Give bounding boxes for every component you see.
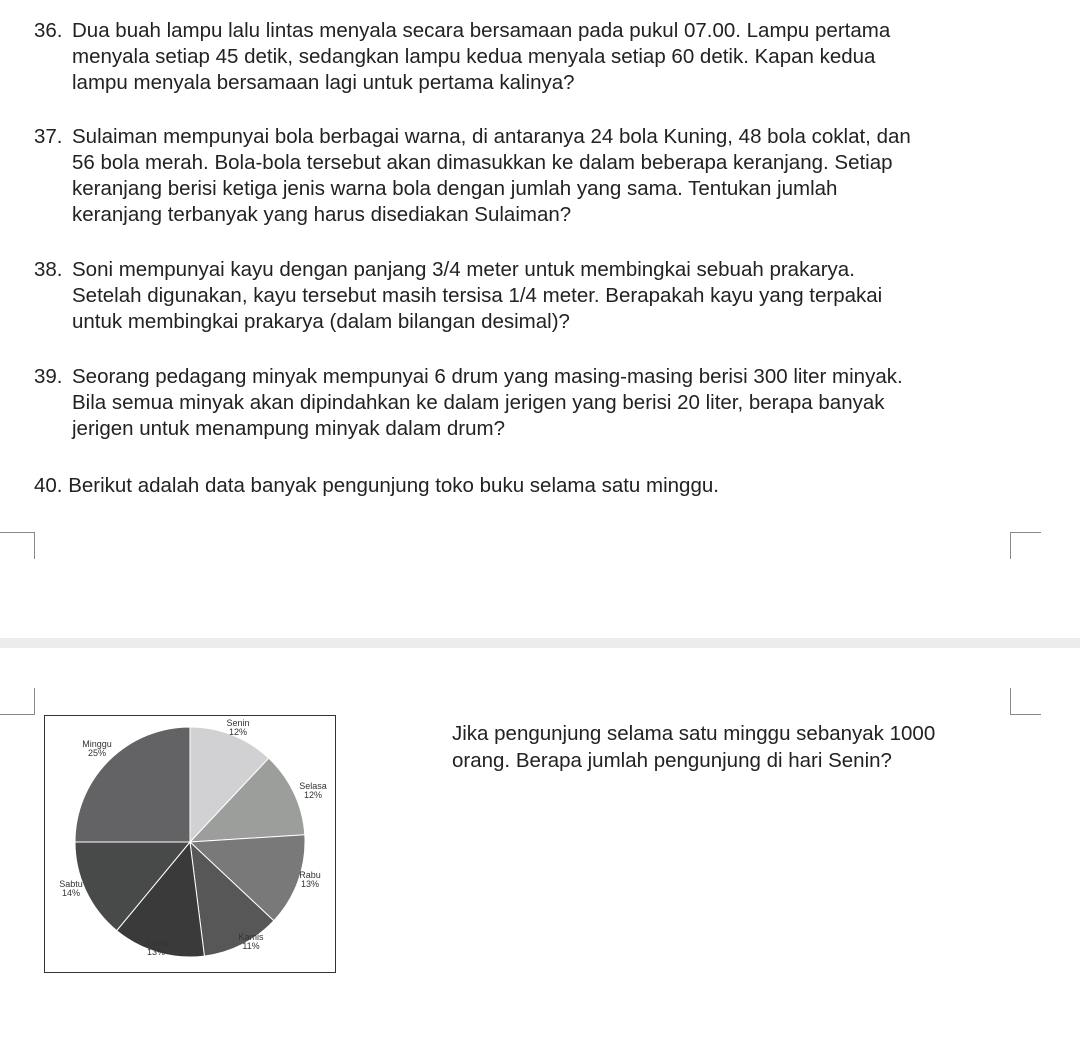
question-number: 38. <box>34 258 63 281</box>
question-text: Seorang pedagang minyak mempunyai 6 drum yang masing-masing berisi 300 liter minyak. <box>72 365 903 388</box>
slice-percent-label: 13% <box>146 947 166 957</box>
question-38 <box>34 257 1012 335</box>
question-40 <box>34 473 719 499</box>
question-37 <box>34 124 1012 228</box>
question-text: untuk membingkai prakarya (dalam bilangan desimal)? <box>72 310 570 333</box>
question-text: lampu menyala bersamaan lagi untuk pertama kalinya? <box>72 71 575 94</box>
page-corner-mark <box>0 688 35 715</box>
slice-percent-label: 14% <box>61 888 81 898</box>
question-40-prompt <box>452 720 1012 774</box>
question-text: Bila semua minyak akan dipindahkan ke dalam jerigen yang berisi 20 liter, berapa banyak <box>72 391 885 414</box>
question-number: 37. <box>34 125 63 148</box>
question-number: 36. <box>34 19 63 42</box>
page-corner-mark <box>1010 688 1041 715</box>
pie-chart-frame <box>44 715 336 973</box>
question-text: Berikut adalah data banyak pengunjung toko buku selama satu minggu. <box>68 474 719 497</box>
question-text: keranjang terbanyak yang harus disediakan Sulaiman? <box>72 203 572 226</box>
question-line <box>34 150 1012 176</box>
question-line <box>34 364 1012 390</box>
slice-label: Jumat <box>143 938 169 948</box>
question-text: jerigen untuk menampung minyak dalam drum? <box>72 417 506 440</box>
question-line <box>34 18 1012 44</box>
question-line <box>34 309 1012 335</box>
slice-label: Minggu <box>82 739 112 749</box>
slice-label: Sabtu <box>59 879 83 889</box>
question-line <box>34 44 1012 70</box>
question-line <box>34 176 1012 202</box>
question-line <box>34 202 1012 228</box>
slice-percent-label: 25% <box>87 748 107 758</box>
page-corner-mark <box>1010 532 1041 559</box>
question-text: menyala setiap 45 detik, sedangkan lampu kedua menyala setiap 60 detik. Kapan kedua <box>72 45 876 68</box>
question-line <box>34 124 1012 150</box>
question-line <box>34 283 1012 309</box>
page-corner-mark <box>0 532 35 559</box>
pie-chart <box>45 716 335 972</box>
prompt-line: orang. Berapa jumlah pengunjung di hari Senin? <box>452 749 892 772</box>
question-36 <box>34 18 1012 96</box>
question-number: 40. <box>34 474 63 497</box>
slice-percent-label: 13% <box>300 879 320 889</box>
slice-label: Rabu <box>299 870 321 880</box>
slice-label: Kamis <box>238 932 264 942</box>
question-line <box>34 416 1012 442</box>
slice-label: Selasa <box>299 781 327 791</box>
slice-label: Senin <box>226 718 250 728</box>
question-text: Soni mempunyai kayu dengan panjang 3/4 meter untuk membingkai sebuah prakarya. <box>72 258 855 281</box>
prompt-line: Jika pengunjung selama satu minggu sebanyak 1000 <box>452 722 936 745</box>
page-separator <box>0 638 1080 648</box>
question-text: 56 bola merah. Bola-bola tersebut akan dimasukkan ke dalam beberapa keranjang. Setiap <box>72 151 893 174</box>
question-line <box>34 390 1012 416</box>
question-39 <box>34 364 1012 442</box>
slice-percent-label: 12% <box>303 790 323 800</box>
question-number: 39. <box>34 365 63 388</box>
question-text: keranjang berisi ketiga jenis warna bola dengan jumlah yang sama. Tentukan jumlah <box>72 177 838 200</box>
question-text: Dua buah lampu lalu lintas menyala secara bersamaan pada pukul 07.00. Lampu pertama <box>72 19 891 42</box>
slice-percent-label: 12% <box>228 727 248 737</box>
question-line <box>34 70 1012 96</box>
slice-percent-label: 11% <box>242 941 260 951</box>
question-text: Sulaiman mempunyai bola berbagai warna, di antaranya 24 bola Kuning, 48 bola coklat, dan <box>72 125 911 148</box>
question-line <box>34 257 1012 283</box>
question-text: Setelah digunakan, kayu tersebut masih tersisa 1/4 meter. Berapakah kayu yang terpakai <box>72 284 883 307</box>
